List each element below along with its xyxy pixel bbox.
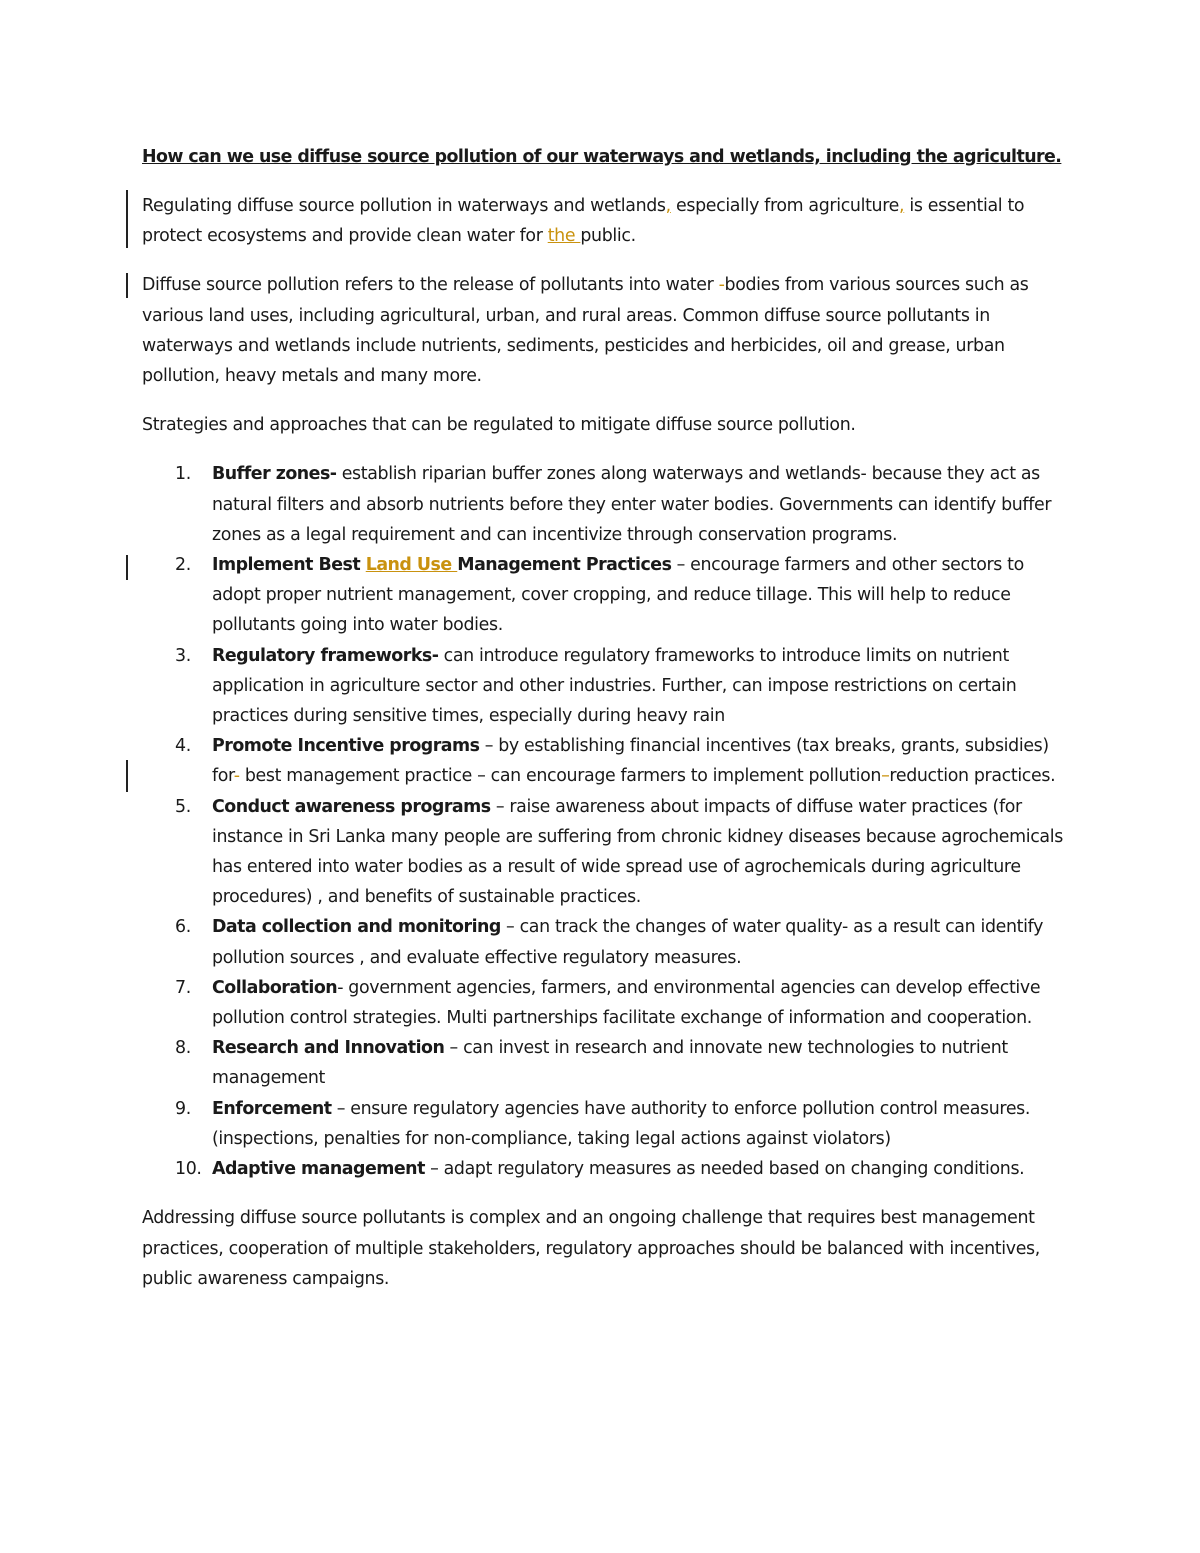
strategy-term: Research and Innovation <box>212 1038 445 1059</box>
strategies-intro: Strategies and approaches that can be regulated to mitigate diffuse source pollution. <box>142 415 856 436</box>
document-body <box>142 142 1072 1313</box>
strategy-term: Implement Best <box>212 555 366 576</box>
list-number: 5. <box>175 796 191 817</box>
tracked-insertion: , <box>665 196 671 216</box>
strategy-text: – raise awareness about impacts of diffuse water practices (for instance in Sri Lanka many people are suffering from chronic kidney diseases because agrochemicals has entered into water bodies as a result of wide spread use of agrochemicals during agriculture procedures) , and benefits of sustainable practices. <box>212 796 1063 908</box>
tracked-insertion: , <box>899 196 905 216</box>
strategy-text: – by establishing financial incentives (tax breaks, grants, subsidies) for <box>212 736 1049 787</box>
list-item <box>175 792 1072 913</box>
change-bar <box>126 760 128 792</box>
definition-text: bodies from various sources such as various land uses, including agricultural, urban, and rural areas. Common diffuse source pollutants in waterways and wetlands include nutrients, sediments, pesticides and herbicides, oil and grease, urban pollution, heavy metals and many more. <box>142 275 1029 387</box>
list-item <box>175 973 1072 1033</box>
intro-paragraph <box>142 191 1072 251</box>
list-item <box>175 459 1072 550</box>
list-number: 2. <box>175 555 191 576</box>
strategy-text: can introduce regulatory frameworks to introduce limits on nutrient application in agriculture sector and other industries. Further, can impose restrictions on certain practices during sensitive times, especially during heavy rain <box>212 645 1017 727</box>
intro-text: especially from agriculture <box>670 196 899 216</box>
tracked-insertion: the <box>547 226 581 247</box>
tracked-insertion: Land Use <box>365 555 458 576</box>
tracked-insertion: - <box>233 766 240 787</box>
conclusion-paragraph: Addressing diffuse source pollutants is complex and an ongoing challenge that requires best management practices, cooperation of multiple stakeholders, regulatory approaches should be balanced with incentives, public awareness campaigns. <box>142 1208 1040 1289</box>
list-number: 9. <box>175 1098 191 1119</box>
list-number: 1. <box>175 464 191 485</box>
tracked-insertion: - <box>718 275 725 296</box>
intro-text: Regulating diffuse source pollution in waterways and wetlands <box>142 196 666 216</box>
intro-text: public. <box>580 226 636 247</box>
change-bar <box>126 273 128 298</box>
strategy-term: Enforcement <box>212 1098 332 1119</box>
document-title: How can we use diffuse source pollution of our waterways and wetlands, including the agriculture. <box>142 147 1062 167</box>
strategy-text: reduction practices. <box>889 766 1056 787</box>
definition-text: Diffuse source pollution refers to the release of pollutants into water <box>142 275 719 296</box>
list-item <box>175 641 1072 732</box>
list-number: 7. <box>175 977 191 998</box>
list-number: 6. <box>175 917 191 938</box>
strategy-term: Management Practices <box>457 555 672 576</box>
strategy-text: – can invest in research and innovate new technologies to nutrient management <box>212 1038 1008 1089</box>
list-item <box>175 1094 1072 1154</box>
strategy-text: – can track the changes of water quality- as a result can identify pollution sources , and evaluate effective regulatory measures. <box>212 917 1044 968</box>
list-number: 8. <box>175 1038 191 1059</box>
definition-paragraph <box>142 270 1072 391</box>
change-bar <box>126 555 128 580</box>
strategies-list <box>142 459 1072 1184</box>
list-item <box>175 912 1072 972</box>
intro-text: is essential to protect ecosystems and provide clean water for <box>142 196 1025 247</box>
strategy-term: Collaboration <box>212 977 338 998</box>
change-bar <box>126 190 128 248</box>
strategy-text: best management practice – can encourage farmers to implement pollution <box>239 766 882 787</box>
list-number: 4. <box>175 736 191 757</box>
strategy-term: Adaptive management <box>212 1159 425 1180</box>
strategy-text: – encourage farmers and other sectors to adopt proper nutrient management, cover cropping, and reduce tillage. This will help to reduce pollutants going into water bodies. <box>212 555 1024 636</box>
strategy-term: Buffer zones- <box>212 464 337 485</box>
strategy-term: Conduct awareness programs <box>212 796 491 817</box>
list-item <box>175 731 1072 791</box>
strategy-text: – adapt regulatory measures as needed based on changing conditions. <box>424 1159 1025 1180</box>
list-number: 3. <box>175 645 191 666</box>
tracked-insertion: – <box>881 766 890 787</box>
strategy-text: – ensure regulatory agencies have authority to enforce pollution control measures.(inspections, penalties for non-compliance, taking legal actions against violators) <box>212 1098 1031 1149</box>
list-item <box>175 550 1072 641</box>
list-item <box>175 1154 1072 1184</box>
strategy-text: establish riparian buffer zones along waterways and wetlands- because they act as natural filters and absorb nutrients before they enter water bodies. Governments can identify buffer zones as a legal requirement and can incentivize through conservation programs. <box>212 464 1052 545</box>
list-number: 10. <box>175 1159 202 1180</box>
strategy-term: Regulatory frameworks- <box>212 645 439 666</box>
strategy-text: - government agencies, farmers, and environmental agencies can develop effective pollution control strategies. Multi partnerships facilitate exchange of information and cooperation. <box>212 977 1041 1029</box>
strategy-term: Data collection and monitoring <box>212 917 501 938</box>
list-item <box>175 1033 1072 1093</box>
strategy-term: Promote Incentive programs <box>212 736 480 757</box>
